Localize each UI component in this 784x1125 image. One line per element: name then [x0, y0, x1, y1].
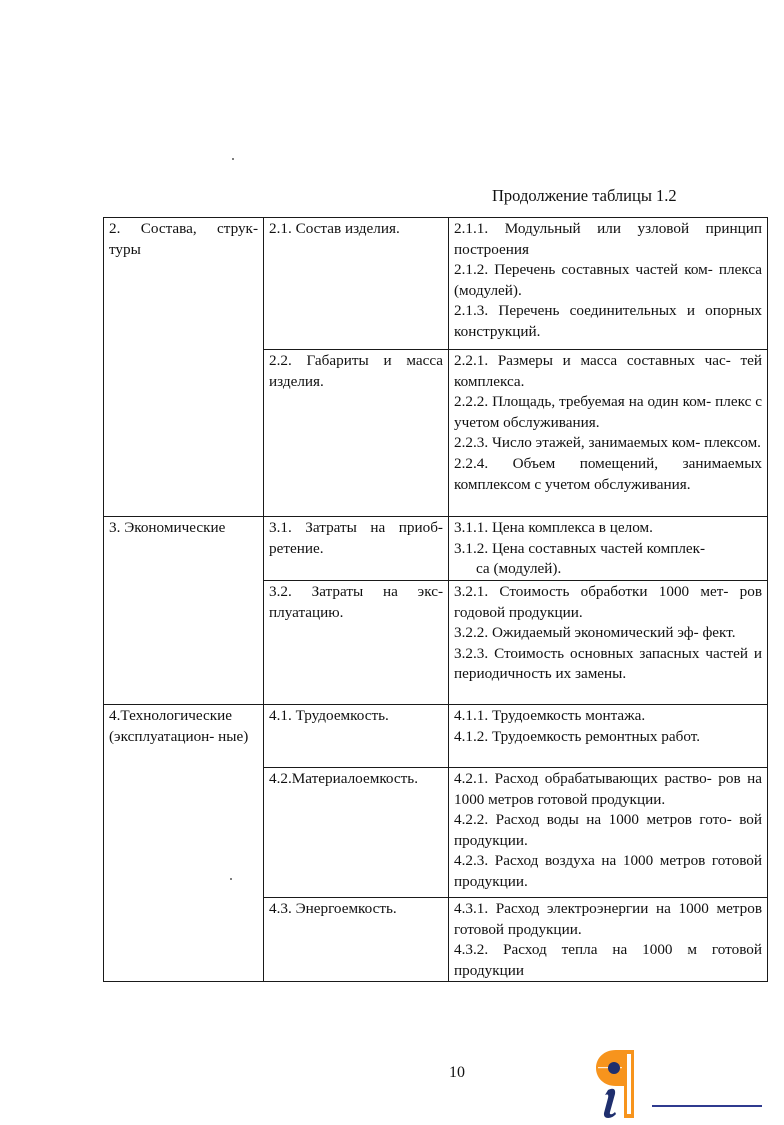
items-cell — [449, 350, 768, 517]
subgroup-cell: 3.2. Затраты на экс- плуатацию. — [264, 581, 449, 705]
items-cell — [449, 517, 768, 581]
list-item: 2.2.4. Объем помещений, занимаемых комплексом с учетом обслуживания. — [454, 454, 762, 493]
items-cell — [449, 898, 768, 982]
page-number: 10 — [449, 1064, 465, 1081]
list-item: 2.1.3. Перечень соединительных и опорных конструкций. — [454, 302, 762, 340]
list-item: 4.3.1. Расход электроэнергии на 1000 метров готовой продукции. — [454, 900, 762, 938]
characteristics-table — [103, 217, 768, 982]
subgroup-cell: 3.1. Затраты на приоб- ретение. — [264, 517, 449, 581]
subgroup-cell: 4.2.Материалоемкость. — [264, 768, 449, 898]
list-item: 4.2.3. Расход воздуха на 1000 метров готовой продукции. — [454, 852, 762, 890]
list-item: 2.2.3. Число этажей, занимаемых ком- плексом. — [454, 434, 761, 452]
table-row — [104, 517, 768, 581]
table-continuation-caption: Продолжение таблицы 1.2 — [492, 186, 677, 205]
logo-underline — [652, 1105, 762, 1107]
list-item: 4.1.1. Трудоемкость монтажа. — [454, 707, 646, 724]
scan-speck — [232, 158, 234, 160]
list-item: 4.2.2. Расход воды на 1000 метров гото- вой продукции. — [454, 811, 762, 849]
subgroup-cell: 2.2. Габариты и масса изделия. — [264, 350, 449, 517]
table-row — [104, 705, 768, 768]
category-cell: 2. Состава, струк- туры — [104, 218, 264, 517]
list-item: 4.1.2. Трудоемкость ремонтных работ. — [454, 727, 701, 745]
list-item: 4.3.2. Расход тепла на 1000 м готовой продукции — [454, 941, 762, 979]
items-cell — [449, 218, 768, 350]
list-item: 2.1.2. Перечень составных частей ком- плекса (модулей). — [454, 261, 762, 299]
list-item: 4.2.1. Расход обрабатывающих раство- ров на 1000 метров готовой продукции. — [454, 770, 762, 808]
list-item: 3.2.3. Стоимость основных запасных частей и периодичность их замены. — [454, 644, 762, 683]
subgroup-cell: 2.1. Состав изделия. — [264, 218, 449, 350]
list-item: 2.2.2. Площадь, требуемая на один ком- плекс с учетом обслуживания. — [454, 393, 762, 431]
subgroup-cell: 4.1. Трудоемкость. — [264, 705, 449, 768]
category-cell: 3. Экономические — [104, 517, 264, 705]
list-item: 3.2.1. Стоимость обработки 1000 мет- ров годовой продукции. — [454, 583, 762, 621]
list-item — [454, 539, 762, 580]
items-cell — [449, 768, 768, 898]
list-item-line: 3.1.2. Цена составных частей комплек- — [454, 539, 706, 557]
subgroup-cell: 4.3. Энергоемкость. — [264, 898, 449, 982]
category-cell: 4.Технологические (эксплуатацион- ные) — [104, 705, 264, 982]
table-row — [104, 218, 768, 350]
list-item-continuation: са (модулей). — [476, 560, 562, 578]
list-item: 2.2.1. Размеры и масса составных час- тей комплекса. — [454, 352, 762, 390]
list-item: 2.1.1. Модульный или узловой принцип построения — [454, 220, 762, 258]
list-item: 3.2.2. Ожидаемый экономический эф- фект. — [454, 624, 736, 642]
pdf-editor-logo-icon — [594, 1048, 644, 1120]
items-cell — [449, 581, 768, 705]
list-item: 3.1.1. Цена комплекса в целом. — [454, 519, 653, 536]
items-cell — [449, 705, 768, 768]
